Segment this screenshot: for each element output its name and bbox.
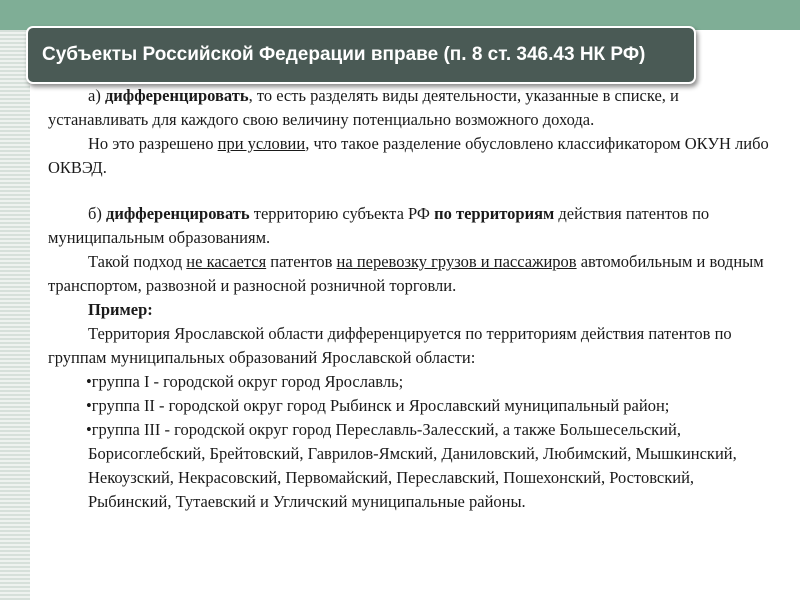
slide-body (48, 84, 778, 514)
paragraph-b (48, 202, 778, 250)
example-label: Пример: (88, 300, 153, 319)
paragraph-b-prefix: б) (88, 204, 107, 223)
paragraph-b-exception-underline-2: на перевозку грузов и пассажиров (336, 252, 577, 271)
paragraph-b-exception-prefix: Такой подход (88, 252, 187, 271)
slide-title-bar (26, 26, 696, 84)
group-item-text: группа II - городской округ город Рыбинск и Ярославский муниципальный район; (91, 396, 670, 415)
paragraph-b-text: действия патентов по муниципальным образованиям. (48, 204, 710, 247)
group-item-text: группа III - городской округ город Переславль-Залесский, а также Большесельский, Борисоглебский, Брейтовский, Гаврилов-Ямский, Даниловский, Любимский, Мышкинский, Некоузский, Некрасовский, Первомайский, Переславский, Пошехонский, Ростовский, Рыбинский, Тутаевский и Угличский муниципальные районы. (88, 420, 737, 511)
paragraph-b-middle: территорию субъекта РФ (249, 204, 435, 223)
group-list-item (48, 370, 778, 394)
paragraph-b-exception (48, 250, 778, 298)
paragraph-a (48, 84, 778, 132)
bullet-icon: • (86, 396, 92, 415)
paragraph-b-bold-1: дифференцировать (106, 204, 250, 223)
paragraph-a-condition-prefix: Но это разрешено (88, 134, 218, 153)
group-list-item (48, 418, 778, 514)
paragraph-a-bold: дифференцировать (104, 86, 249, 105)
paragraph-b-exception-middle: патентов (266, 252, 337, 271)
paragraph-b-bold-2: по территориям (434, 204, 555, 223)
paragraph-b-exception-text: автомобильным и водным транспортом, развозной и разносной розничной торговли. (48, 252, 764, 295)
group-list-item (48, 394, 778, 418)
bullet-icon: • (86, 420, 92, 439)
paragraph-a-condition-text: , что такое разделение обусловлено классификатором ОКУН либо ОКВЭД. (48, 134, 769, 177)
left-decorative-stripe (0, 30, 30, 600)
bullet-icon: • (86, 372, 92, 391)
spacer (48, 180, 778, 202)
example-text: Территория Ярославской области дифференцируется по территориям действия патентов по группам муниципальных образований Ярославской области: (48, 324, 732, 367)
paragraph-a-condition-underline: при условии (217, 134, 306, 153)
paragraph-a-text: , то есть разделять виды деятельности, указанные в списке, и устанавливать для каждого свою величину потенциально возможного дохода. (48, 86, 679, 129)
group-item-text: группа I - городской округ город Ярославль; (91, 372, 404, 391)
slide-title: Субъекты Российской Федерации вправе (п. 8 ст. 346.43 НК РФ) (42, 44, 646, 65)
paragraph-a-condition (48, 132, 778, 180)
paragraph-b-exception-underline-1: не касается (186, 252, 267, 271)
paragraph-a-prefix: а) (88, 86, 105, 105)
